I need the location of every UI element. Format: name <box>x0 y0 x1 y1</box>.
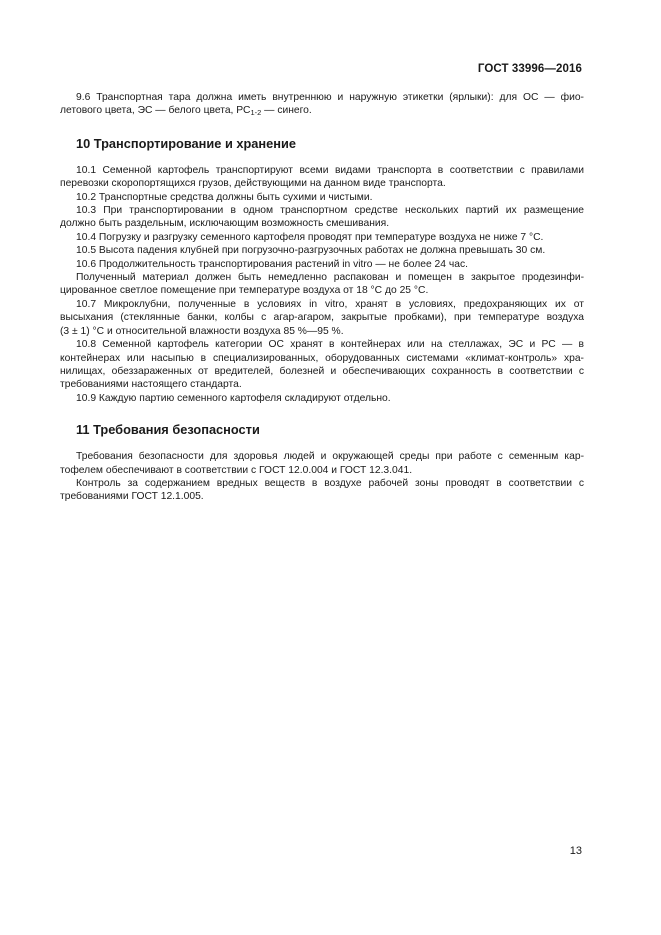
text-line: 10.6 Продолжительность транспортирования растений in vitro — не более 24 час. <box>76 258 468 270</box>
text-line: 9.6 Транспортная тара должна иметь внутреннюю и наружную этикетки (ярлыки): для ОС — фио- <box>76 92 584 103</box>
section-11-heading: 11 Требования безопасности <box>76 422 260 438</box>
text-line: 10.5 Высота падения клубней при погрузочно-разгрузочных работах не должна превышать 30 см. <box>76 245 546 257</box>
page-number: 13 <box>569 845 582 857</box>
paragraph-9-6 <box>60 91 584 118</box>
text-fragment: — синего. <box>261 105 312 117</box>
text-line: 10.8 Семенной картофель категории ОС хранят в контейнерах или на стеллажах, ЭС и РС — в <box>76 339 584 351</box>
text-line: 10.3 При транспортировании в одном транспортном средстве нескольких партий их размещение <box>76 205 584 217</box>
text-line: 10.2 Транспортные средства должны быть сухими и чистыми. <box>76 191 373 203</box>
subscript: 1-2 <box>250 108 262 118</box>
text-line: тофелем обеспечивают в соответствии с ГОСТ 12.0.004 и ГОСТ 12.3.041. <box>60 464 413 476</box>
text-line: Требования безопасности для здоровья людей и окружающей среды при работе с семенным кар- <box>76 451 584 463</box>
text-line: 10.4 Погрузку и разгрузку семенного картофеля проводят при температуре воздуха не ниже 7 °С. <box>76 231 544 243</box>
section-11-body <box>60 450 584 504</box>
section-10-heading: 10 Транспортирование и хранение <box>76 135 296 151</box>
text-line: требованиями настоящего стандарта. <box>60 379 242 391</box>
text-line: требованиями ГОСТ 12.1.005. <box>60 491 204 503</box>
text-fragment: летового цвета, ЭС — белого цвета, РС <box>60 105 251 117</box>
text-line: 10.7 Микроклубни, полученные в условиях in vitro, хранят в условиях, предохраняющих их от <box>76 298 584 310</box>
text-line: цированное светлое помещение при температуре воздуха от 18 °С до 25 °С. <box>60 285 429 297</box>
section-10-body <box>60 164 584 405</box>
text-line: должно быть раздельным, исключающим возможность смешивания. <box>60 218 390 230</box>
text-line: Контроль за содержанием вредных веществ в воздухе рабочей зоны проводят в соответствии с <box>76 477 584 489</box>
text-line <box>60 104 584 117</box>
text-line: 10.9 Каждую партию семенного картофеля складируют отдельно. <box>76 392 391 404</box>
text-line: контейнерах или насыпью в специализированных, оборудованных системами «климат-контроль» хра- <box>60 352 584 364</box>
text-line: 10.1 Семенной картофель транспортируют всеми видами транспорта в соответствии с правилами <box>76 164 584 176</box>
text-line: Полученный материал должен быть немедленно распакован и помещен в закрытое продезинфи- <box>76 272 584 284</box>
document-header-title: ГОСТ 33996—2016 <box>477 63 582 75</box>
document-body <box>60 91 584 504</box>
text-line: высыхания (стеклянные банки, колбы с агар-агаром, закрытые пробками), при температуре воздуха <box>60 312 584 324</box>
text-line: перевозки скоропортящихся грузов, действующими на данном виде транспорта. <box>60 178 446 190</box>
text-line: (3 ± 1) °С и относительной влажности воздуха 85 %—95 %. <box>60 325 344 337</box>
text-line: нилищах, обеззараженных от вредителей, болезней и обеспечивающих сохранность в соответствии с <box>60 365 584 377</box>
